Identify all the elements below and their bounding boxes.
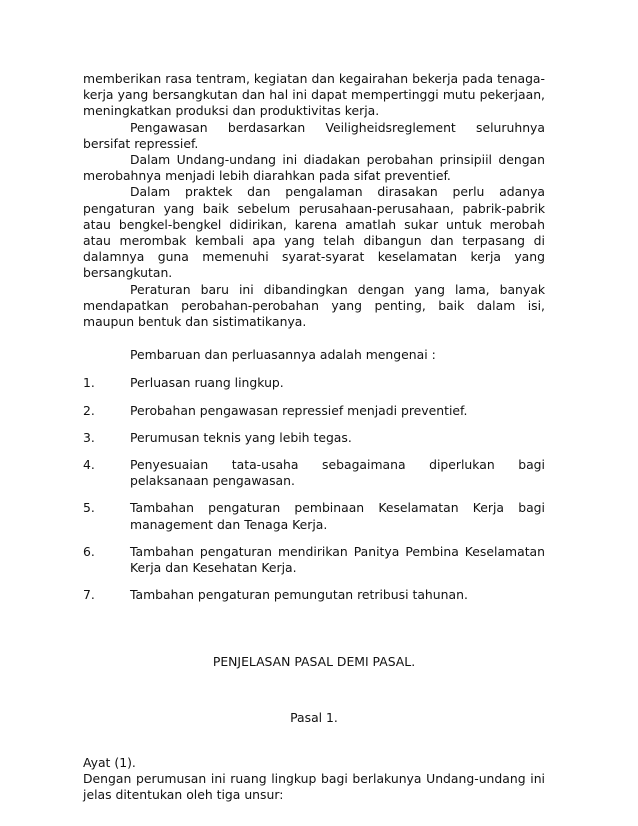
list-item-number: 4.	[83, 457, 95, 473]
list-item	[83, 587, 545, 603]
list-item-number: 6.	[83, 543, 95, 559]
list-item-number: 5.	[83, 500, 95, 516]
paragraph-peraturan-baru: Peraturan baru ini dibandingkan dengan yang lama, banyak mendapatkan perobahan-perobahan yang penting, baik dalam isi, maupun bentuk dan sistimatikanya.	[83, 281, 545, 330]
paragraph-continuation: memberikan rasa tentram, kegiatan dan kegairahan bekerja pada tenaga-kerja yang bersangkutan dan hal ini dapat mempertinggi mutu pekerjaan, meningkatkan produksi dan produktivitas kerja.	[83, 71, 545, 119]
list-item-text: Perumusan teknis yang lebih tegas.	[130, 429, 352, 445]
paragraph-perobahan: Dalam Undang-undang ini diadakan perobahan prinsipiil dengan merobahnya menjadi lebih diarahkan pada sifat preventief.	[83, 152, 545, 184]
list-item	[83, 457, 545, 489]
list-intro: Pembaruan dan perluasannya adalah mengenai :	[130, 347, 436, 363]
paragraph-perumusan: Dengan perumusan ini ruang lingkup bagi berlakunya Undang-undang ini jelas ditentukan oleh tiga unsur:	[83, 771, 545, 803]
list-item-text: Perobahan pengawasan repressief menjadi preventief.	[130, 402, 468, 418]
list-item-text: Perluasan ruang lingkup.	[130, 375, 284, 391]
list-item-text: Tambahan pengaturan mendirikan Panitya Pembina Keselamatan Kerja dan Kesehatan Kerja.	[130, 543, 545, 576]
list-item-number: 1.	[83, 375, 95, 391]
clause-label: Ayat (1).	[83, 754, 136, 770]
list-item-text: Tambahan pengaturan pemungutan retribusi tahunan.	[130, 587, 468, 603]
list-item	[83, 430, 545, 446]
list-item	[83, 544, 545, 576]
changes-list	[83, 375, 545, 603]
list-item-number: 7.	[83, 587, 95, 603]
paragraph-praktek: Dalam praktek dan pengalaman dirasakan perlu adanya pengaturan yang baik sebelum perusahaan-perusahaan, pabrik-pabrik atau bengkel-bengkel didirikan, karena amatlah sukar untuk merobah atau merombak kembali apa yang telah dibangun dan terpasang di dalamnya guna memenuhi syarat-syarat keselamatan kerja yang bersangkutan.	[83, 184, 545, 281]
list-item-number: 2.	[83, 402, 95, 418]
list-item-number: 3.	[83, 429, 95, 445]
list-item	[83, 375, 545, 391]
section-heading: PENJELASAN PASAL DEMI PASAL.	[212, 654, 416, 670]
list-item-text: Penyesuaian tata-usaha sebagaimana diperlukan bagi pelaksanaan pengawasan.	[130, 457, 545, 489]
list-item	[83, 403, 545, 419]
list-item-text: Tambahan pengaturan pembinaan Keselamatan Kerja bagi management dan Tenaga Kerja.	[130, 500, 545, 532]
article-heading: Pasal 1.	[290, 709, 338, 725]
list-item	[83, 500, 545, 532]
paragraph-pengawasan: Pengawasan berdasarkan Veiligheidsreglement seluruhnya bersifat repressief.	[83, 119, 545, 151]
page-content	[83, 71, 545, 804]
